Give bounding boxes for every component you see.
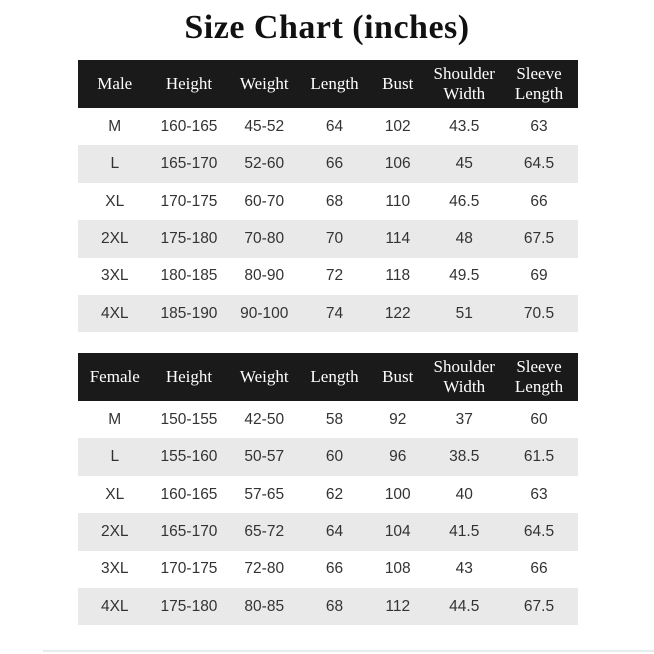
table-cell: 46.5 bbox=[449, 192, 480, 210]
table-row bbox=[78, 108, 578, 145]
table-cell: 110 bbox=[385, 192, 411, 210]
table-cell: 100 bbox=[384, 485, 411, 503]
table-cell: 64 bbox=[325, 117, 344, 135]
header-cell: Male bbox=[97, 74, 133, 94]
page-title: Size Chart (inches) bbox=[184, 9, 470, 46]
table-cell: 41.5 bbox=[449, 522, 480, 540]
table-cell: 57-65 bbox=[244, 485, 285, 503]
table-cell: 80-85 bbox=[244, 597, 285, 615]
table-cell: 61.5 bbox=[523, 448, 555, 466]
table-cell: 96 bbox=[389, 448, 407, 466]
table-cell: 49.5 bbox=[449, 267, 480, 285]
table-header-row bbox=[78, 353, 578, 401]
table-cell: L bbox=[110, 155, 120, 173]
table-cell: 160-165 bbox=[160, 485, 218, 503]
table-cell: 165-170 bbox=[160, 155, 218, 173]
table-row bbox=[78, 183, 578, 220]
table-cell: 66 bbox=[325, 560, 344, 578]
header-cell: Length bbox=[310, 367, 359, 387]
table-cell: 72-80 bbox=[244, 560, 285, 578]
table-cell: 40 bbox=[455, 485, 473, 503]
table-cell: 155-160 bbox=[160, 448, 218, 466]
table-row bbox=[78, 258, 578, 295]
table-cell: 45 bbox=[455, 155, 473, 173]
header-cell: Sleeve Length bbox=[514, 357, 564, 396]
table-cell: XL bbox=[105, 192, 125, 210]
table-cell: 4XL bbox=[100, 597, 129, 615]
table-cell: 106 bbox=[384, 155, 411, 173]
table-cell: 90-100 bbox=[240, 304, 289, 322]
table-cell: 108 bbox=[384, 560, 411, 578]
table-row bbox=[78, 438, 578, 475]
table-cell: 150-155 bbox=[160, 410, 218, 428]
table-cell: 38.5 bbox=[449, 448, 480, 466]
table-cell: 175-180 bbox=[160, 229, 218, 247]
table-cell: 4XL bbox=[100, 304, 129, 322]
table-cell: 74 bbox=[325, 304, 344, 322]
table-cell: 64.5 bbox=[523, 522, 555, 540]
table-cell: 66 bbox=[530, 560, 548, 578]
table-cell: 68 bbox=[325, 192, 344, 210]
table-cell: 43.5 bbox=[449, 117, 480, 135]
table-cell: 70.5 bbox=[523, 304, 555, 322]
table-cell: 185-190 bbox=[160, 304, 218, 322]
table-cell: 60-70 bbox=[244, 192, 285, 210]
table-cell: 2XL bbox=[100, 522, 129, 540]
table-cell: 48 bbox=[455, 229, 473, 247]
table-cell: 165-170 bbox=[160, 522, 218, 540]
table-row bbox=[78, 513, 578, 550]
table-cell: 175-180 bbox=[160, 597, 218, 615]
table-row bbox=[78, 401, 578, 438]
male-size-table bbox=[78, 60, 578, 332]
header-cell: Weight bbox=[239, 367, 289, 387]
header-cell: Shoulder Width bbox=[433, 64, 495, 103]
table-cell: 114 bbox=[385, 229, 411, 247]
table-cell: 72 bbox=[325, 267, 344, 285]
table-cell: 170-175 bbox=[160, 560, 218, 578]
table-cell: 58 bbox=[325, 410, 344, 428]
table-cell: 45-52 bbox=[244, 117, 285, 135]
table-cell: 51 bbox=[455, 304, 473, 322]
table-cell: 70-80 bbox=[244, 229, 285, 247]
table-cell: 60 bbox=[530, 410, 548, 428]
header-cell: Female bbox=[89, 367, 140, 387]
table-cell: M bbox=[108, 410, 122, 428]
table-cell: 50-57 bbox=[244, 448, 285, 466]
header-cell: Height bbox=[165, 74, 213, 94]
table-cell: 67.5 bbox=[523, 229, 555, 247]
table-cell: 70 bbox=[325, 229, 344, 247]
header-cell: Shoulder Width bbox=[433, 357, 495, 396]
table-cell: 3XL bbox=[100, 560, 129, 578]
table-cell: 64 bbox=[325, 522, 344, 540]
table-cell: 44.5 bbox=[449, 597, 480, 615]
table-cell: 180-185 bbox=[160, 267, 218, 285]
header-cell: Height bbox=[165, 367, 213, 387]
table-cell: 68 bbox=[325, 597, 344, 615]
header-cell: Bust bbox=[382, 367, 414, 387]
table-cell: 80-90 bbox=[244, 267, 285, 285]
table-cell: L bbox=[110, 448, 120, 466]
table-cell: 69 bbox=[530, 267, 548, 285]
table-cell: 67.5 bbox=[523, 597, 555, 615]
table-cell: 60 bbox=[325, 448, 344, 466]
table-row bbox=[78, 551, 578, 588]
table-cell: 66 bbox=[530, 192, 548, 210]
header-cell: Sleeve Length bbox=[514, 64, 564, 103]
header-cell: Length bbox=[310, 74, 359, 94]
table-cell: 52-60 bbox=[244, 155, 285, 173]
table-cell: 92 bbox=[389, 410, 407, 428]
table-header-row bbox=[78, 60, 578, 108]
table-cell: 62 bbox=[325, 485, 344, 503]
header-cell: Weight bbox=[239, 74, 289, 94]
table-cell: 42-50 bbox=[244, 410, 285, 428]
table-cell: 170-175 bbox=[160, 192, 218, 210]
table-row bbox=[78, 220, 578, 257]
table-cell: 122 bbox=[384, 304, 411, 322]
table-row bbox=[78, 295, 578, 332]
table-cell: 104 bbox=[384, 522, 411, 540]
table-cell: 65-72 bbox=[244, 522, 285, 540]
header-cell: Bust bbox=[382, 74, 414, 94]
bottom-divider bbox=[43, 650, 654, 652]
table-row bbox=[78, 145, 578, 182]
table-cell: 2XL bbox=[100, 229, 129, 247]
table-cell: XL bbox=[105, 485, 125, 503]
table-cell: 63 bbox=[530, 485, 548, 503]
table-cell: 37 bbox=[455, 410, 473, 428]
table-cell: 3XL bbox=[100, 267, 129, 285]
table-cell: 118 bbox=[385, 267, 411, 285]
table-cell: M bbox=[108, 117, 122, 135]
table-cell: 102 bbox=[384, 117, 411, 135]
table-row bbox=[78, 476, 578, 513]
female-size-table bbox=[78, 353, 578, 625]
table-cell: 66 bbox=[325, 155, 344, 173]
table-cell: 160-165 bbox=[160, 117, 218, 135]
table-cell: 112 bbox=[385, 597, 411, 615]
table-cell: 63 bbox=[530, 117, 548, 135]
table-cell: 64.5 bbox=[523, 155, 555, 173]
table-cell: 43 bbox=[455, 560, 473, 578]
table-row bbox=[78, 588, 578, 625]
